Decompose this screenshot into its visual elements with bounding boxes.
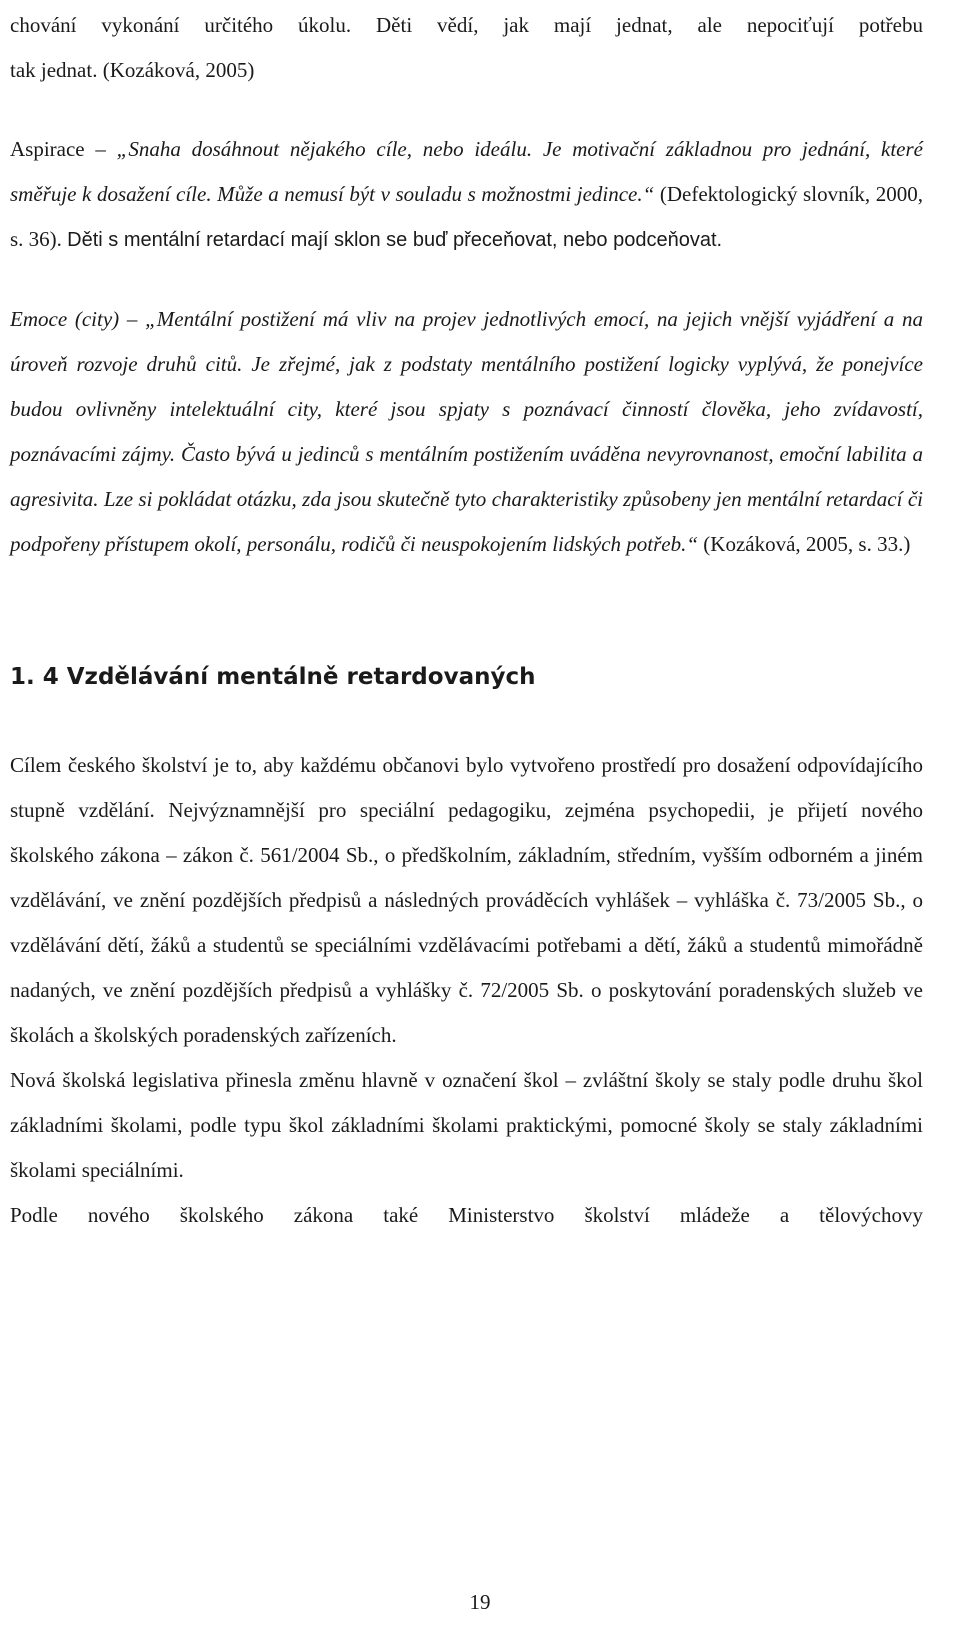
- intro-line-1: chování vykonání určitého úkolu. Děti vědí, jak mají jednat, ale nepociťují potřebu: [10, 13, 923, 37]
- aspirace-quote: „Snaha dosáhnout nějakého cíle, nebo ideálu. Je motivační základnou pro jednání, které směřuje k dosažení cíle. Může a nemusí být v souladu s možnostmi jedince.“: [10, 137, 924, 206]
- aspirace-rest: Děti s mentální retardací mají sklon se buď přeceňovat, nebo podceňovat.: [67, 229, 723, 251]
- page-number: 19: [469, 1590, 491, 1614]
- intro-line-2: tak jednat. (Kozáková, 2005): [10, 58, 255, 82]
- emoce-term: Emoce (city): [10, 307, 120, 331]
- aspirace-dash: –: [84, 137, 117, 161]
- emoce-dash: –: [119, 307, 146, 331]
- aspirace-citation: (Defektologický slovník, 2000, s. 36).: [10, 182, 923, 251]
- section-paragraph-2: Nová školská legislativa přinesla změnu hlavně v označení škol – zvláštní školy se staly podle druhu škol základními školami, podle typu škol základními školami praktickými, pomocné školy se staly základními školami speciálními.: [10, 1068, 923, 1182]
- emoce-quote: „Mentální postižení má vliv na projev jednotlivých emocí, na jejich vnější vyjádření a na úroveň rozvoje druhů citů. Je zřejmé, jak z podstaty mentálního postižení logicky vyplývá, že ponejvíce budou ovlivněny intelektuální city, které jsou spjaty s poznávací činností člověka, jeho zvídavostí, poznávacími zájmy. Často bývá u jedinců s mentálním postižením uváděna nevyrovnanost, emoční labilita a agresivita. Lze si pokládat otázku, zda jsou skutečně tyto charakteristiky způsobeny jen mentální retardací či podpořeny přístupem okolí, personálu, rodičů či neuspokojením lidských potřeb.“: [10, 307, 923, 556]
- emoce-citation: (Kozáková, 2005, s. 33.): [698, 532, 911, 556]
- section-paragraph-1: Cílem českého školství je to, aby každému občanovi bylo vytvořeno prostředí pro dosažení odpovídajícího stupně vzdělání. Nejvýznamnější pro speciální pedagogiku, zejména psychopedii, je přijetí nového školského zákona – zákon č. 561/2004 Sb., o předškolním, základním, středním, vyšším odborném a jiném vzdělávání, ve znění pozdějších předpisů a následných prováděcích vyhlášek – vyhláška č. 73/2005 Sb., o vzdělávání dětí, žáků a studentů se speciálními vzdělávacími potřebami a dětí, žáků a studentů mimořádně nadaných, ve znění pozdějších předpisů a vyhlášky č. 72/2005 Sb. o poskytování poradenských služeb ve školách a školských poradenských zařízeních.: [10, 753, 923, 1047]
- aspirace-term: Aspirace: [10, 137, 85, 161]
- section-paragraph-3: Podle nového školského zákona také Ministerstvo školství mládeže a tělovýchovy: [10, 1203, 923, 1227]
- aspirace-paragraph: [10, 127, 923, 263]
- emoce-paragraph: [10, 297, 923, 567]
- section-heading: 1. 4 Vzdělávání mentálně retardovaných: [10, 664, 536, 690]
- document-page: [10, 0, 923, 1238]
